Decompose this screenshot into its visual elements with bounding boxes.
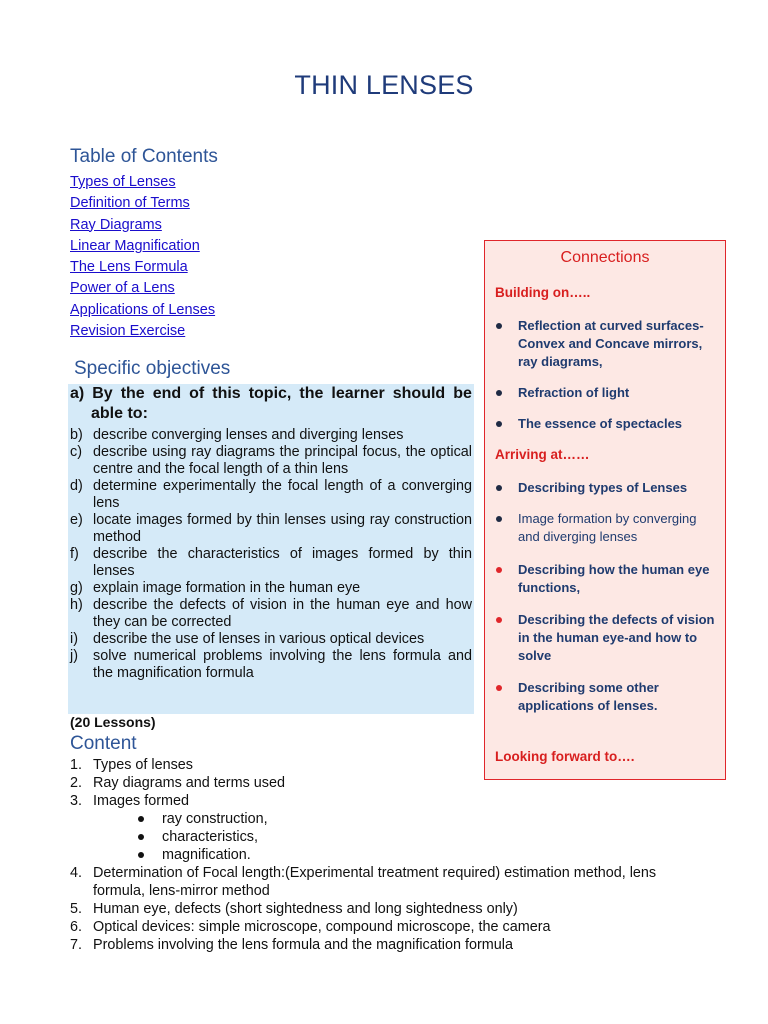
content-text: Optical devices: simple microscope, compound microscope, the camera — [93, 919, 551, 935]
building-on-list — [485, 317, 725, 433]
bullet-icon — [496, 323, 502, 329]
objective-item — [70, 631, 472, 648]
content-sub-item — [116, 810, 710, 828]
connection-item — [485, 611, 725, 665]
content-list — [70, 756, 710, 954]
objective-item — [70, 648, 472, 682]
toc-item — [70, 236, 215, 257]
lead-line2-text: able to: — [91, 405, 148, 422]
objectives-lead-line1 — [70, 384, 472, 404]
toc-item — [70, 257, 215, 278]
content-text: Ray diagrams and terms used — [93, 775, 285, 791]
connection-text: Describing how the human eye functions, — [518, 562, 710, 595]
bullet-icon — [138, 852, 144, 858]
page-title: THIN LENSES — [294, 70, 474, 100]
objective-label: g) — [70, 580, 83, 596]
connection-item — [485, 679, 725, 715]
connection-text: Describing the defects of vision in the human eye-and how to solve — [518, 612, 715, 663]
lead-word: end — [152, 385, 182, 402]
toc-item — [70, 300, 215, 321]
connection-item — [485, 479, 725, 497]
toc-item — [70, 321, 215, 342]
bullet-icon — [496, 485, 502, 491]
objective-label: f) — [70, 546, 79, 562]
content-text: Types of lenses — [93, 757, 193, 773]
content-item — [70, 900, 710, 918]
content-number: 4. — [70, 865, 83, 881]
connections-title: Connections — [560, 249, 650, 266]
content-number: 6. — [70, 919, 83, 935]
connection-text: Refraction of light — [518, 385, 630, 400]
objective-label: h) — [70, 597, 83, 613]
objective-text: explain image formation in the human eye — [93, 580, 361, 596]
content-heading: Content — [70, 733, 137, 754]
toc-heading: Table of Contents — [70, 146, 218, 167]
objective-label: i) — [70, 631, 78, 647]
objectives-heading: Specific objectives — [74, 358, 231, 379]
looking-forward-heading: Looking forward to…. — [495, 749, 635, 764]
building-on-heading: Building on….. — [495, 285, 591, 300]
objective-item — [70, 478, 472, 512]
objective-text: describe the use of lenses in various optical devices — [93, 631, 425, 647]
objective-label: e) — [70, 512, 83, 528]
toc-link-applications-of-lenses[interactable]: Applications of Lenses — [70, 301, 216, 318]
bullet-icon — [138, 816, 144, 822]
content-item — [70, 918, 710, 936]
objective-item — [70, 546, 472, 580]
lead-word: this — [212, 385, 241, 402]
toc-link-types-of-lenses[interactable]: Types of Lenses — [70, 174, 176, 190]
bullet-icon — [496, 421, 502, 427]
objectives-lead-line2 — [70, 404, 472, 424]
toc-link-linear-magnification[interactable]: Linear Magnification — [70, 237, 200, 254]
table-of-contents — [70, 172, 215, 342]
objectives-list — [70, 427, 472, 682]
objective-item — [70, 512, 472, 546]
connection-text: Reflection at curved surfaces- Convex and Concave mirrors, ray diagrams, — [518, 318, 704, 369]
connection-item — [485, 561, 725, 597]
content-sub-text: characteristics, — [162, 829, 258, 845]
content-item — [70, 936, 710, 954]
objective-item — [70, 444, 472, 478]
lead-word: topic, — [248, 385, 292, 402]
lead-word: the — [299, 385, 324, 402]
objective-text: describe using ray diagrams the principal focus, the optical centre and the focal length of a thin lens — [93, 444, 472, 477]
toc-link-lens-formula[interactable]: The Lens Formula — [70, 259, 188, 276]
toc-item — [70, 193, 215, 214]
toc-link-revision-exercise[interactable]: Revision Exercise — [70, 323, 186, 340]
objective-text: describe the defects of vision in the human eye and how they can be corrected — [93, 597, 472, 630]
content-number: 3. — [70, 793, 83, 809]
connection-item — [485, 415, 725, 433]
lead-word: By — [92, 385, 113, 402]
objective-item — [70, 580, 472, 597]
lessons-count: (20 Lessons) — [70, 714, 156, 730]
toc-item — [70, 215, 215, 236]
objective-item — [70, 427, 472, 444]
lead-word: should — [392, 385, 446, 402]
connection-item — [485, 384, 725, 402]
objectives-lead — [70, 384, 472, 424]
content-text: Images formed — [93, 793, 189, 809]
content-sub-item — [116, 828, 710, 846]
connection-item — [485, 510, 725, 546]
objective-text: determine experimentally the focal length of a converging lens — [93, 478, 472, 511]
content-sub-text: magnification. — [162, 847, 251, 863]
content-item — [70, 864, 710, 900]
toc-link-ray-diagrams[interactable]: Ray Diagrams — [70, 216, 162, 233]
arriving-at-heading: Arriving at…… — [495, 447, 590, 462]
objective-text: describe the characteristics of images formed by thin lenses — [93, 546, 472, 579]
toc-link-definition-of-terms[interactable]: Definition of Terms — [70, 195, 190, 212]
bullet-icon — [496, 685, 502, 691]
toc-link-power-of-a-lens[interactable]: Power of a Lens — [70, 280, 175, 297]
objectives-lead-label: a) — [70, 385, 85, 402]
bullet-icon — [496, 617, 502, 623]
bullet-icon — [496, 516, 502, 522]
content-item — [70, 792, 710, 864]
connection-text: Describing types of Lenses — [518, 480, 688, 495]
toc-item — [70, 172, 215, 193]
lead-word: learner — [331, 385, 385, 402]
connections-box — [484, 240, 726, 780]
content-number: 1. — [70, 757, 83, 773]
lead-word: of — [189, 385, 205, 402]
objective-label: c) — [70, 444, 82, 460]
content-number: 2. — [70, 775, 83, 791]
toc-item — [70, 278, 215, 299]
bullet-icon — [496, 567, 502, 573]
connection-item — [485, 317, 725, 371]
objective-text: locate images formed by thin lenses using ray construction method — [93, 512, 472, 545]
objective-item — [70, 597, 472, 631]
content-sub-text: ray construction, — [162, 811, 268, 827]
connection-text: The essence of spectacles — [518, 416, 683, 431]
bullet-icon — [496, 390, 502, 396]
objective-text: describe converging lenses and diverging lenses — [93, 427, 404, 443]
lead-word: the — [120, 385, 145, 402]
content-text: Human eye, defects (short sightedness and long sightedness only) — [93, 901, 518, 917]
content-number: 7. — [70, 937, 83, 953]
arriving-at-list — [485, 479, 725, 715]
content-sub-list — [93, 810, 710, 864]
objective-label: b) — [70, 427, 83, 443]
connection-text: Image formation by converging and diverging lenses — [518, 511, 697, 544]
connection-text: Describing some other applications of lenses. — [518, 680, 659, 713]
bullet-icon — [138, 834, 144, 840]
objective-label: j) — [70, 648, 78, 664]
content-text: Problems involving the lens formula and the magnification formula — [93, 937, 513, 953]
content-text: Determination of Focal length:(Experimental treatment required) estimation method, lens formula, lens-mirror method — [93, 865, 657, 899]
content-number: 5. — [70, 901, 83, 917]
objective-label: d) — [70, 478, 83, 494]
lead-word: be — [453, 385, 472, 402]
content-sub-item — [116, 846, 710, 864]
objective-text: solve numerical problems involving the lens formula and the magnification formula — [93, 648, 472, 681]
